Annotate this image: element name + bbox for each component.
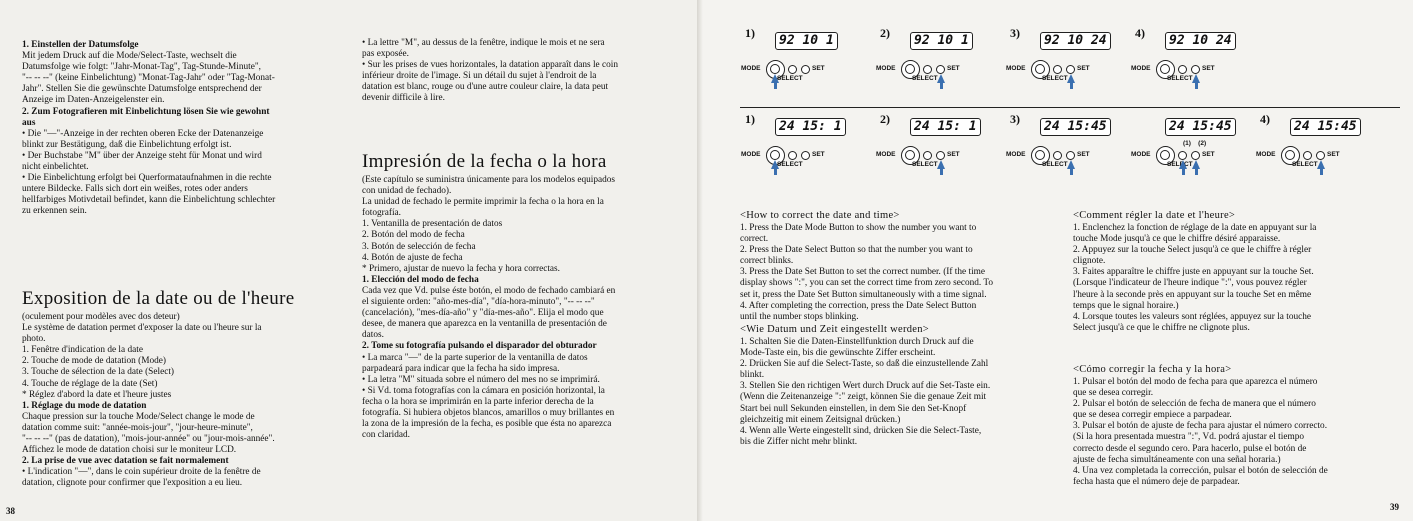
text-line: • L'indication "—", dans le coin supérieur droite de la fenêtre de	[22, 467, 261, 478]
step-number: 4)	[1260, 112, 1270, 126]
set-label: SET	[947, 151, 960, 158]
text-line: 4. Wenn alle Werte eingestellt sind, drücken Sie die Select-Taste,	[740, 425, 982, 436]
french-section-title: Exposition de la date ou de l'heure	[22, 288, 295, 309]
text-line: Affichez le mode de datation choisi sur le moniteur LCD.	[22, 445, 237, 456]
select-label: SELECT	[1042, 75, 1068, 82]
text-line: * Primero, ajustar de nuevo la fecha y hora correctas.	[362, 263, 560, 274]
text-line: l'heure à la seconde près en appuyant sur la touche Set en même	[1073, 289, 1312, 300]
text-line: 2. Tome su fotografía pulsando el disparador del obturador	[362, 341, 597, 352]
press-arrow-icon	[771, 160, 779, 169]
select-button-icon	[788, 65, 797, 74]
text-line: 3. Touche de sélection de la date (Select)	[22, 367, 174, 378]
text-line: untere Bildecke. Falls sich dort ein weißes, rotes oder anders	[22, 184, 248, 195]
lcd-display: 24 15: 1	[910, 118, 981, 136]
text-line: la zona de la impresión de la fecha, es posible que ésta no aparezca	[362, 419, 612, 430]
text-line: • Die Einbelichtung erfolgt bei Querformataufnahmen in die rechte	[22, 173, 272, 184]
text-line: blinkt.	[740, 370, 765, 381]
text-line: blinkt zur Bestätigung, daß die Einbelichtung erfolgt ist.	[22, 139, 232, 150]
set-label: SET	[1202, 151, 1215, 158]
press-arrow-icon	[771, 74, 779, 83]
text-line: fotografía.	[362, 208, 401, 219]
select-label: SELECT	[1167, 161, 1193, 168]
text-line: Datumsfolge wie folgt: "Jahr-Monat-Tag", Tag-Stunde-Minute",	[22, 62, 261, 73]
set-label: SET	[812, 65, 825, 72]
select-label: SELECT	[1167, 75, 1193, 82]
lcd-display: 92 10 24	[1040, 32, 1111, 50]
text-line: 1. Einstellen der Datumsfolge	[22, 40, 139, 50]
text-line: el siguiente orden: "año-mes-día", "día-hora-minuto", "-- -- --"	[362, 297, 595, 308]
step-number: 2)	[880, 112, 890, 126]
text-line: • La lettre "M", au dessus de la fenêtre, indique le mois et ne sera	[362, 38, 605, 48]
text-line: 4. Touche de réglage de la date (Set)	[22, 378, 158, 389]
set-label: SET	[1327, 151, 1340, 158]
text-line: inférieur droite de l'image. Si un détail du sujet à l'endroit de la	[362, 71, 597, 82]
text-line: ajuste de fecha simultáneamente con una señal horaria.)	[1073, 454, 1281, 465]
text-line: display shows ":", you can set the correct time from zero second. To	[740, 278, 994, 289]
text-line: • La marca "—" de la parte superior de la ventanilla de datos	[362, 352, 588, 363]
text-line: set it, press the Date Set Button simultaneously with a time signal.	[740, 289, 987, 300]
lcd-display: 24 15:45	[1040, 118, 1111, 136]
text-line: clignote.	[1073, 256, 1106, 267]
text-line: 2. Drücken Sie auf die Select-Taste, so daß die einzustellende Zahl	[740, 359, 989, 370]
text-line: correct blinks.	[740, 256, 794, 267]
lcd-display: 92 10 1	[775, 32, 838, 50]
text-line: touche Mode jusqu'à ce que le chiffre désiré apparaisse.	[1073, 234, 1281, 245]
text-line: Chaque pression sur la touche Mode/Select change le mode de	[22, 411, 255, 422]
mode-label: MODE	[741, 65, 761, 72]
text-line: until the number stops blinking.	[740, 311, 859, 322]
text-line: que se desea corregir.	[1073, 388, 1154, 399]
set-button-icon	[1191, 151, 1200, 160]
german-section-top	[22, 40, 352, 218]
mode-label: MODE	[741, 151, 761, 158]
text-line: nicht einbelichtet.	[22, 162, 89, 173]
text-line: zu erkennen sein.	[22, 206, 87, 217]
text-line: Mode-Taste ein, bis die gewünschte Ziffer erscheint.	[740, 348, 936, 359]
mode-label: MODE	[1256, 151, 1276, 158]
step-number: 3)	[1010, 112, 1020, 126]
french-date-section	[22, 288, 356, 490]
french-top-lines	[362, 38, 692, 105]
text-line: datos.	[362, 330, 384, 341]
text-line: gleichzeitig mit einem Zeitsignal drücken.)	[740, 414, 901, 425]
press-arrow-icon	[1192, 160, 1200, 169]
text-line: 2. Botón del modo de fecha	[362, 230, 465, 241]
german-section-title: <Wie Datum und Zeit eingestellt werden>	[740, 324, 930, 335]
set-button-icon	[1066, 151, 1075, 160]
text-line: 1. Pulsar el botón del modo de fecha para que aparezca el número	[1073, 377, 1318, 387]
french-correction-title: <Comment régler la date et l'heure>	[1073, 210, 1236, 221]
text-line: datation, clignote pour confirmer que l'exposition a eu lieu.	[22, 478, 243, 489]
step-number: 2)	[880, 26, 890, 40]
text-line: 1. Schalten Sie die Daten-Einstellfunktion durch Druck auf die	[740, 337, 974, 347]
text-line: photo.	[22, 334, 46, 345]
text-line: 2. Zum Fotografieren mit Einbelichtung lösen Sie wie gewohnt	[22, 106, 270, 117]
text-line: con claridad.	[362, 430, 411, 441]
set-button-icon	[936, 65, 945, 74]
set-button-icon	[801, 151, 810, 160]
press-arrow-icon	[1067, 160, 1075, 169]
text-line: 2. Touche de mode de datation (Mode)	[22, 356, 167, 367]
step-number: 1)	[745, 112, 755, 126]
french-section-top	[362, 38, 692, 105]
text-line: pas exposée.	[362, 49, 409, 60]
text-line: temps que le signal horaire.)	[1073, 300, 1179, 311]
text-line: "-- -- --" (keine Einbelichtung) "Monat-Tag-Jahr" oder "Tag-Monat-	[22, 73, 275, 84]
press-arrow-icon	[1067, 74, 1075, 83]
text-line: Select jusqu'à ce que le chiffre ne clignote plus.	[1073, 322, 1250, 333]
english-section-title: <How to correct the date and time>	[740, 210, 900, 221]
text-line: • Si Vd. toma fotografías con la cámara en posición horizontal, la	[362, 385, 605, 396]
select-label: SELECT	[912, 75, 938, 82]
set-button-icon	[1191, 65, 1200, 74]
text-line: 3. Botón de selección de fecha	[362, 241, 476, 252]
set-label: SET	[1077, 65, 1090, 72]
button-callout-label: (1) (2)	[1183, 140, 1207, 147]
text-line: • Der Buchstabe "M" über der Anzeige steht für Monat und wird	[22, 150, 262, 161]
select-button-icon	[1178, 151, 1187, 160]
text-line: 2. La prise de vue avec datation se fait normalement	[22, 456, 229, 467]
step-number: 3)	[1010, 26, 1020, 40]
page-number-right: 39	[1390, 502, 1399, 512]
text-line: (oculement pour modèles avec dos deteur)	[22, 312, 180, 322]
text-line: fecha hasta que el número deje de parpadear.	[1073, 476, 1240, 487]
french-correction-lines	[1073, 223, 1403, 334]
text-line: • La letra "M" situada sobre el número del mes no se imprimirá.	[362, 374, 600, 385]
set-button-icon	[801, 65, 810, 74]
text-line: Le système de datation permet d'exposer la date ou l'heure sur la	[22, 323, 262, 334]
german-top-lines	[22, 40, 352, 218]
spanish-date-section	[362, 151, 694, 441]
text-line: 1. Fenêtre d'indication de la date	[22, 345, 143, 356]
select-button-icon	[1303, 151, 1312, 160]
text-line: (Wenn die Zeitenanzeige ":" zeigt, können Sie die genaue Zeit mit	[740, 392, 987, 403]
mode-label: MODE	[876, 65, 896, 72]
press-arrow-icon	[937, 74, 945, 83]
text-line: (Si la hora presentada muestra ":", Vd. podrá ajustar el tiempo	[1073, 432, 1304, 443]
spanish-correction-section	[1073, 364, 1403, 488]
text-line: La unidad de fechado le permite imprimir la fecha o la hora en la	[362, 197, 604, 208]
text-line: bis die Ziffer nicht mehr blinkt.	[740, 436, 858, 447]
spanish-section-title: Impresión de la fecha o la hora	[362, 151, 607, 172]
text-line: parpadeará para indicar que la fecha ha sido impresa.	[362, 363, 560, 374]
text-line: 4. Lorsque toutes les valeurs sont réglées, appuyez sur la touche	[1073, 311, 1312, 322]
mode-label: MODE	[1131, 65, 1151, 72]
lcd-display: 92 10 1	[910, 32, 973, 50]
text-line: correct.	[740, 234, 769, 245]
text-line: 3. Stellen Sie den richtigen Wert durch Druck auf die Set-Taste ein.	[740, 381, 991, 392]
text-line: "-- -- --" (pas de datation), "mois-jour-année" ou "jour-mois-année".	[22, 434, 275, 445]
step-number: 1)	[745, 26, 755, 40]
text-line: datation est blanc, rouge ou d'une autre couleur claire, la data peut	[362, 82, 609, 93]
select-button-icon	[1178, 65, 1187, 74]
mode-label: MODE	[876, 151, 896, 158]
lcd-display: 92 10 24	[1165, 32, 1236, 50]
text-line: aus	[22, 117, 36, 128]
german-correction-section	[740, 324, 1062, 448]
select-button-icon	[1053, 151, 1062, 160]
select-label: SELECT	[1042, 161, 1068, 168]
text-line: 1. Réglage du mode de datation	[22, 400, 147, 411]
text-line: 4. After completing the correction, press the Date Select Button	[740, 300, 977, 311]
diagram-divider	[740, 107, 1400, 108]
text-line: * Réglez d'abord la date et l'heure justes	[22, 389, 172, 400]
text-line: 2. Appuyez sur la touche Select jusqu'à ce que le chiffre à régler	[1073, 245, 1312, 256]
lcd-display: 24 15:45	[1165, 118, 1236, 136]
select-button-icon	[923, 151, 932, 160]
text-line: correcto desde el segundo cero. Para hacerlo, pulse el botón de	[1073, 443, 1307, 454]
text-line: Mit jedem Druck auf die Mode/Select-Taste, wechselt die	[22, 51, 237, 62]
text-line: (Lorsque l'indicateur de l'heure indique ":", vous pouvez régler	[1073, 278, 1307, 289]
text-line: 4. Botón de ajuste de fecha	[362, 252, 463, 263]
set-label: SET	[1202, 65, 1215, 72]
mode-label: MODE	[1131, 151, 1151, 158]
set-label: SET	[1077, 151, 1090, 158]
text-line: 1. Press the Date Mode Button to show the number you want to	[740, 223, 977, 233]
text-line: Jahr". Stellen Sie die gewünschte Datumsfolge entsprechend der	[22, 84, 262, 95]
text-line: Cada vez que Vd. pulse éste botón, el modo de fechado cambiará en	[362, 285, 616, 296]
text-line: 1. Elección del modo de fecha	[362, 274, 479, 285]
spanish-correction-title: <Cómo corregir la fecha y la hora>	[1073, 364, 1232, 375]
lcd-display: 24 15: 1	[775, 118, 846, 136]
text-line: • Sur les prises de vues horizontales, la datation apparaît dans le coin	[362, 60, 619, 71]
text-line: datation comme suit: "année-mois-jour", "jour-heure-minute",	[22, 422, 253, 433]
text-line: 2. Press the Date Select Button so that the number you want to	[740, 245, 973, 256]
text-line: 3. Press the Date Set Button to set the correct number. (If the time	[740, 267, 986, 278]
text-line: fotografía. Si hubiera objetos blancos, amarillos o muy brillantes en	[362, 407, 615, 418]
set-label: SET	[812, 151, 825, 158]
text-line: que se desea corregir empiece a parpadear.	[1073, 410, 1232, 421]
press-arrow-icon	[1179, 160, 1187, 169]
select-label: SELECT	[912, 161, 938, 168]
spanish-date-lines	[362, 175, 694, 441]
text-line: 1. Enclenchez la fonction de réglage de la date en appuyant sur la	[1073, 223, 1317, 233]
page-number-left: 38	[6, 506, 15, 516]
text-line: con unidad de fechado).	[362, 186, 452, 197]
set-button-icon	[936, 151, 945, 160]
text-line: hellfarbiges Motivdetail befindet, kann die Einbelichtung schlechter	[22, 195, 276, 206]
text-line: devenir difficile à lire.	[362, 93, 445, 104]
select-button-icon	[1053, 65, 1062, 74]
text-line: 4. Una vez completada la corrección, pulsar el botón de selección de	[1073, 465, 1328, 476]
press-arrow-icon	[1317, 160, 1325, 169]
text-line: 3. Faites apparaître le chiffre juste en appuyant sur la touche Set.	[1073, 267, 1314, 278]
text-line: 1. Ventanilla de presentación de datos	[362, 219, 503, 230]
mode-label: MODE	[1006, 151, 1026, 158]
set-button-icon	[1316, 151, 1325, 160]
press-arrow-icon	[1192, 74, 1200, 83]
set-label: SET	[947, 65, 960, 72]
text-line: (Este capítulo se suministra únicamente para los modelos equipados	[362, 175, 616, 185]
select-button-icon	[923, 65, 932, 74]
french-date-lines	[22, 312, 356, 490]
text-line: Start bei null Sekunden einstellen, in dem Sie den Set-Knopf	[740, 403, 967, 414]
mode-label: MODE	[1006, 65, 1026, 72]
text-line: fecha o la hora se imprimirán en la parte inferior derecha de la	[362, 396, 594, 407]
text-line: Anzeige im Daten-Anzeigelenster ein.	[22, 95, 165, 106]
spanish-correction-lines	[1073, 377, 1403, 488]
german-correction-lines	[740, 337, 1062, 448]
text-line: 2. Pulsar el botón de selección de fecha de manera que el número	[1073, 399, 1316, 410]
text-line: desee, de manera que aparezca en la ventanilla de presentación de	[362, 319, 607, 330]
select-label: SELECT	[777, 75, 803, 82]
select-label: SELECT	[1292, 161, 1318, 168]
set-button-icon	[1066, 65, 1075, 74]
press-arrow-icon	[937, 160, 945, 169]
text-line: • Die "—"-Anzeige in der rechten oberen Ecke der Datenanzeige	[22, 128, 264, 139]
lcd-display: 24 15:45	[1290, 118, 1361, 136]
french-correction-section	[1073, 210, 1403, 334]
select-label: SELECT	[777, 161, 803, 168]
step-number: 4)	[1135, 26, 1145, 40]
english-correction-lines	[740, 223, 1060, 323]
english-correction-section	[740, 210, 1060, 323]
text-line: (cancelación), "mes-día-año" y "día-mes-año". Elija el modo que	[362, 308, 604, 319]
text-line: 3. Pulsar el botón de ajuste de fecha para ajustar el número correcto.	[1073, 421, 1328, 432]
page-gutter	[697, 0, 703, 521]
select-button-icon	[788, 151, 797, 160]
